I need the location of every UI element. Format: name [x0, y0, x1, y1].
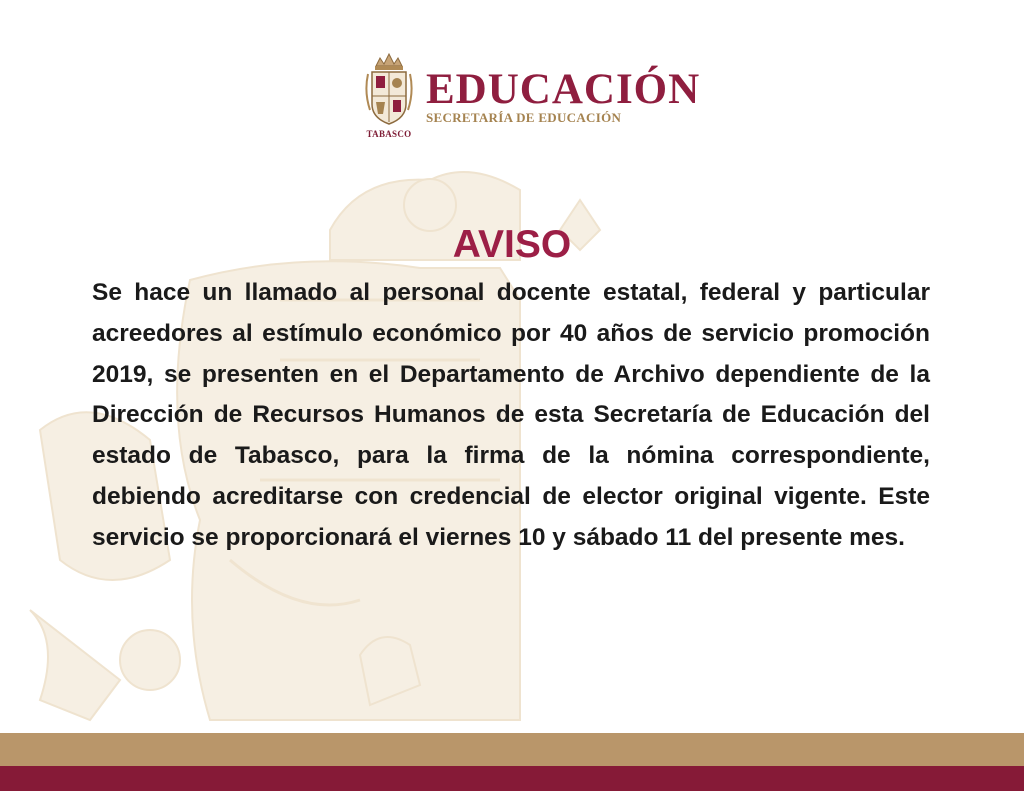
brand: [426, 52, 700, 126]
brand-title: EDUCACIÓN: [426, 66, 701, 113]
notice-title: AVISO: [452, 223, 572, 266]
brand-subtitle: SECRETARÍA DE EDUCACIÓN: [426, 110, 622, 125]
crest-label: TABASCO: [366, 129, 412, 139]
footer-gold-band: [0, 733, 1024, 766]
footer-maroon-band: [0, 766, 1024, 791]
crest: [358, 52, 420, 139]
notice-body: Se hace un llamado al personal docente estatal, federal y particular acreedores al estímulo económico por 40 años de servicio promoción 2019, se presenten en el Departamento de Archivo dependiente de la Dirección de Recursos Humanos de esta Secretaría de Educación del estado de Tabasco, para la firma de la nómina correspondiente, debiendo acreditarse con credencial de elector original vigente. Este servicio se proporcionará el viernes 10 y sábado 11 del presente mes.: [92, 279, 930, 551]
header: [358, 52, 700, 144]
tabasco-coat-of-arms-icon: [364, 52, 414, 128]
